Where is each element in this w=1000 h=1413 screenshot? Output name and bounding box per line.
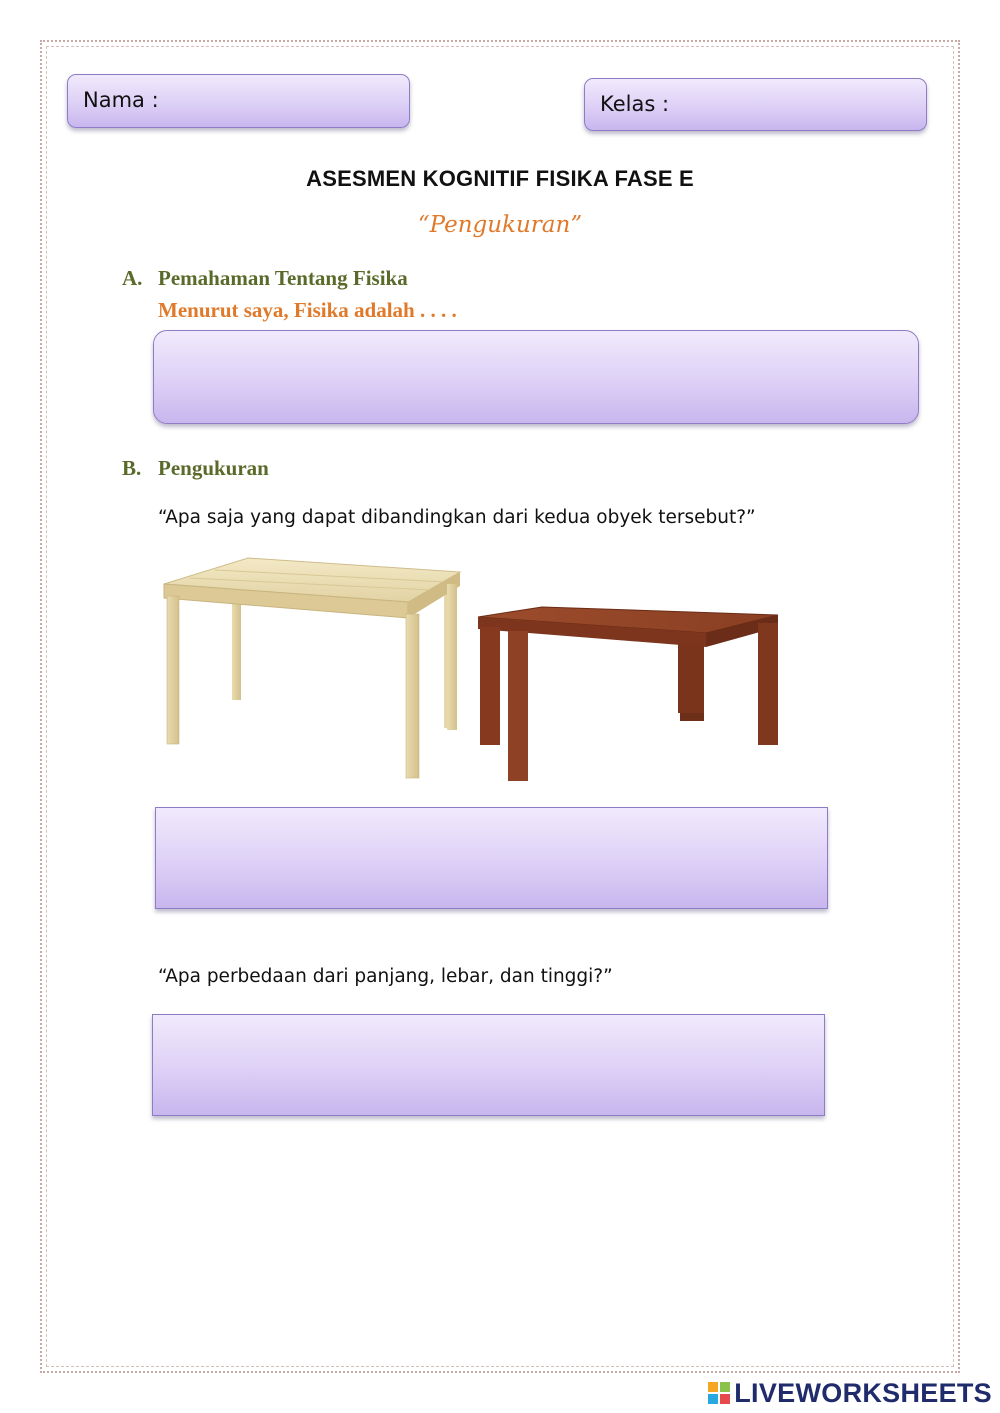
- section-a-letter: A.: [122, 266, 143, 290]
- name-label: Nama :: [83, 88, 159, 112]
- answer-box-dimensions[interactable]: [152, 1014, 825, 1116]
- light-table-image: [160, 556, 462, 780]
- page-subtitle: “Pengukuran”: [417, 212, 583, 238]
- page-title: ASESMEN KOGNITIF FISIKA FASE E: [306, 166, 694, 191]
- name-field[interactable]: [67, 74, 410, 128]
- section-a-title: Pemahaman Tentang Fisika: [158, 266, 408, 290]
- answer-box-compare[interactable]: [155, 807, 828, 909]
- section-b-heading: [122, 456, 269, 481]
- liveworksheets-logo[interactable]: [708, 1376, 992, 1410]
- brand-name: LIVEWORKSHEETS: [734, 1377, 992, 1408]
- answer-box-physics[interactable]: [153, 330, 919, 424]
- section-b-letter: B.: [122, 456, 142, 480]
- section-b-title: Pengukuran: [158, 456, 269, 480]
- section-a-heading: [122, 266, 408, 291]
- class-field[interactable]: [584, 78, 927, 131]
- section-a-prompt: Menurut saya, Fisika adalah . . . .: [158, 298, 457, 322]
- question-compare: “Apa saja yang dapat dibandingkan dari kedua obyek tersebut?”: [158, 507, 756, 528]
- grid-logo-icon: [708, 1382, 730, 1404]
- dark-table-image: [476, 605, 784, 785]
- question-dimensions: “Apa perbedaan dari panjang, lebar, dan tinggi?”: [158, 966, 613, 987]
- class-label: Kelas :: [600, 92, 670, 116]
